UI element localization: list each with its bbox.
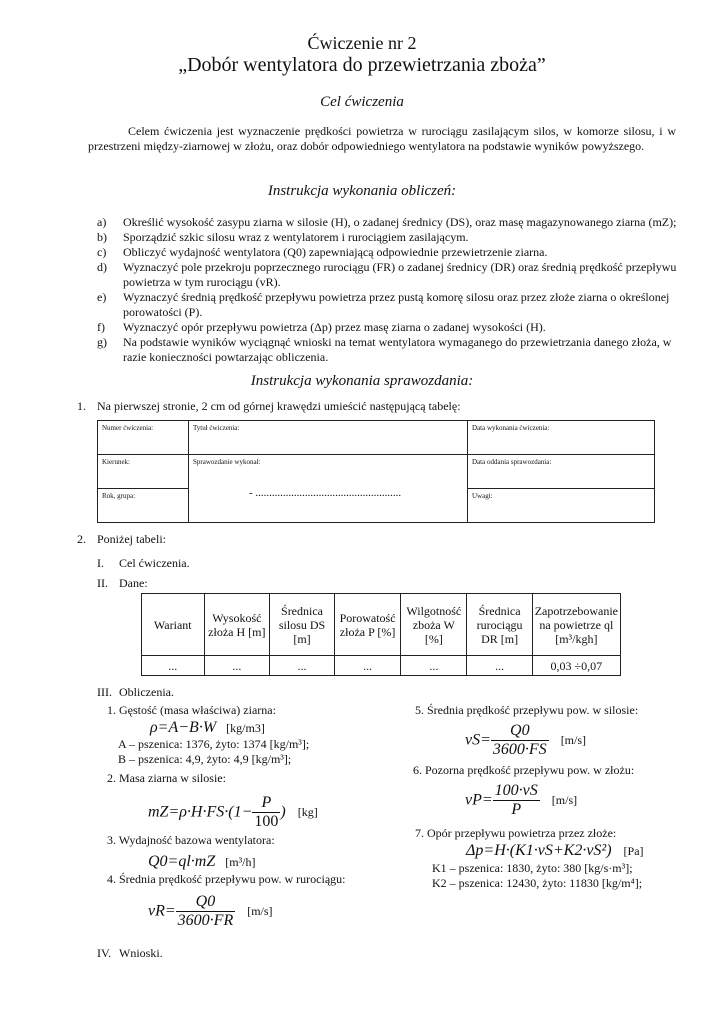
report-2-text: Poniżej tabeli:: [97, 532, 166, 546]
th-srednica-rurociagu: Średnica rurociągu DR [m]: [467, 594, 532, 656]
cell-numer: Numer ćwiczenia:: [98, 421, 189, 455]
calc-heading: Instrukcja wykonania obliczeń:: [267, 183, 457, 199]
report-1-text: Na pierwszej stronie, 2 cm od górnej krawędzi umieścić następującą tabelę:: [97, 399, 461, 413]
cell-uwagi: Uwagi:: [468, 489, 655, 523]
header-table: [97, 420, 655, 523]
calc-steps: [97, 215, 679, 365]
calc-1-title: 1. Gęstość (masa właściwa) ziarna:: [107, 703, 276, 717]
dane-table: [141, 593, 621, 676]
roman-1-num: I.: [97, 556, 104, 570]
th-wysokosc: Wysokość złoża H [m]: [204, 594, 270, 656]
roman-3-text: Obliczenia.: [119, 685, 174, 699]
calc-7-k1: K1 – pszenica: 1830, żyto: 380 [kg/s·m³];: [432, 861, 633, 875]
calc-6-title: 6. Pozorna prędkość przepływu pow. w złożu:: [413, 763, 635, 777]
calc-2-title: 2. Masa ziarna w silosie:: [107, 771, 226, 785]
cell-data-odd: Data oddania sprawozdania:: [468, 455, 655, 489]
report-1-num: 1.: [77, 399, 86, 413]
cell-kierunek: Kierunek:: [98, 455, 189, 489]
page-subtitle: „Dobór wentylatora do przewietrzania zboża”: [178, 54, 546, 76]
step-c: c) Obliczyć wydajność wentylatora (Q0) zapewniającą odpowiednie przewietrzenie ziarna.: [97, 245, 548, 259]
roman-3-num: III.: [97, 685, 112, 699]
cell-rok: Rok, grupa:: [98, 489, 189, 523]
td-wariant: ...: [142, 656, 205, 676]
page-title: Ćwiczenie nr 2: [307, 33, 417, 53]
td-srednica-silosu: ...: [270, 656, 335, 676]
calc-5-title: 5. Średnia prędkość przepływu pow. w silosie:: [415, 703, 639, 717]
calc-1-b: B – pszenica: 4,9, żyto: 4,9 [kg/m³];: [118, 752, 292, 766]
calc-6-formula: vP= $\frac{100\cdot vS}{P}$ [m/s]: [465, 782, 578, 818]
roman-2-num: II.: [97, 576, 108, 590]
step-g: g) Na podstawie wyników wyciągnąć wnioski na temat wentylatora wymaganego do przewietrzania danego złoża, w razie konieczności powtarzając obliczenia.: [97, 335, 672, 364]
calc-7-title: 7. Opór przepływu powietrza przez złoże:: [415, 826, 617, 840]
goal-text: Celem ćwiczenia jest wyznaczenie prędkości powietrza w rurociągu zasilającym silos, w komorze silosu, i w przestrzeni między-ziarnowej w złożu, oraz dobór odpowiedniego wentylatora na podstawie wyników powyższego.: [88, 124, 676, 153]
step-f: f) Wyznaczyć opór przepływu powietrza (Δp) przez masę ziarna o zadanej wysokości (H).: [97, 320, 546, 334]
cell-data-wyk: Data wykonania ćwiczenia:: [468, 421, 655, 455]
goal-heading: Cel ćwiczenia: [320, 94, 404, 110]
calc-7-k2: K2 – pszenica: 12430, żyto: 11830 [kg/m⁴];: [432, 876, 643, 890]
cell-tytul: Tytuł ćwiczenia:: [189, 421, 468, 455]
calc-2-formula: mZ=ρ·H·FS·(1− $\frac{P}{100}$ ) [kg]: [148, 794, 318, 830]
th-wilgotnosc: Wilgotność zboża W [%]: [401, 594, 467, 656]
td-porowatosc: ...: [334, 656, 400, 676]
step-a: a) Określić wysokość zasypu ziarna w silosie (H), o zadanej średnicy (DS), oraz masę magazynowanego ziarna (mZ);: [97, 215, 677, 229]
calc-7-formula: Δp=H·(K1·vS+K2·vS²) [Pa]: [466, 842, 644, 859]
step-b: b) Sporządzić szkic silosu wraz z wentylatorem i rurociągiem zasilającym.: [97, 230, 469, 244]
calc-4-formula: vR= $\frac{Q0}{3600\cdot FR}$ [m/s]: [148, 893, 273, 929]
report-heading: Instrukcja wykonania sprawozdania:: [250, 373, 474, 389]
roman-4-num: IV.: [97, 946, 112, 960]
cell-sprawozdanie: Sprawozdanie wykonał: - .....................................................: [189, 455, 468, 523]
step-e: e) Wyznaczyć średnią prędkość przepływu powietrza przez pustą komorę silosu oraz przez złoże ziarna o określonej porowatości (P).: [97, 290, 670, 319]
td-wysokosc: ...: [204, 656, 270, 676]
roman-1-text: Cel ćwiczenia.: [119, 556, 190, 570]
td-zapotrzebowanie: 0,03 ÷0,07: [532, 656, 620, 676]
step-d: d) Wyznaczyć pole przekroju poprzecznego rurociągu (FR) o zadanej średnicy (DR) oraz średnią prędkość przepływu powietrza w tym rurociągu (vR).: [97, 260, 677, 289]
report-2-num: 2.: [77, 532, 86, 546]
calc-1-a: A – pszenica: 1376, żyto: 1374 [kg/m³];: [118, 737, 310, 751]
calc-1-formula: ρ=A−B·W [kg/m3]: [150, 719, 265, 736]
calc-3-formula: Q0=ql·mZ [m³/h]: [148, 853, 256, 870]
th-zapotrzebowanie: Zapotrzebowanie na powietrze ql [m³/kgh]: [532, 594, 620, 656]
roman-2-text: Dane:: [119, 576, 148, 590]
calc-4-title: 4. Średnia prędkość przepływu pow. w rurociągu:: [107, 872, 346, 886]
td-wilgotnosc: ...: [401, 656, 467, 676]
roman-4-text: Wnioski.: [119, 946, 163, 960]
calc-5-formula: vS= $\frac{Q0}{3600\cdot FS}$ [m/s]: [465, 722, 587, 758]
calc-3-title: 3. Wydajność bazowa wentylatora:: [107, 833, 275, 847]
th-wariant: Wariant: [142, 594, 205, 656]
td-srednica-rurociagu: ...: [467, 656, 532, 676]
th-srednica-silosu: Średnica silosu DS [m]: [270, 594, 335, 656]
th-porowatosc: Porowatość złoża P [%]: [334, 594, 400, 656]
dots-line: - .....................................................: [249, 487, 402, 499]
